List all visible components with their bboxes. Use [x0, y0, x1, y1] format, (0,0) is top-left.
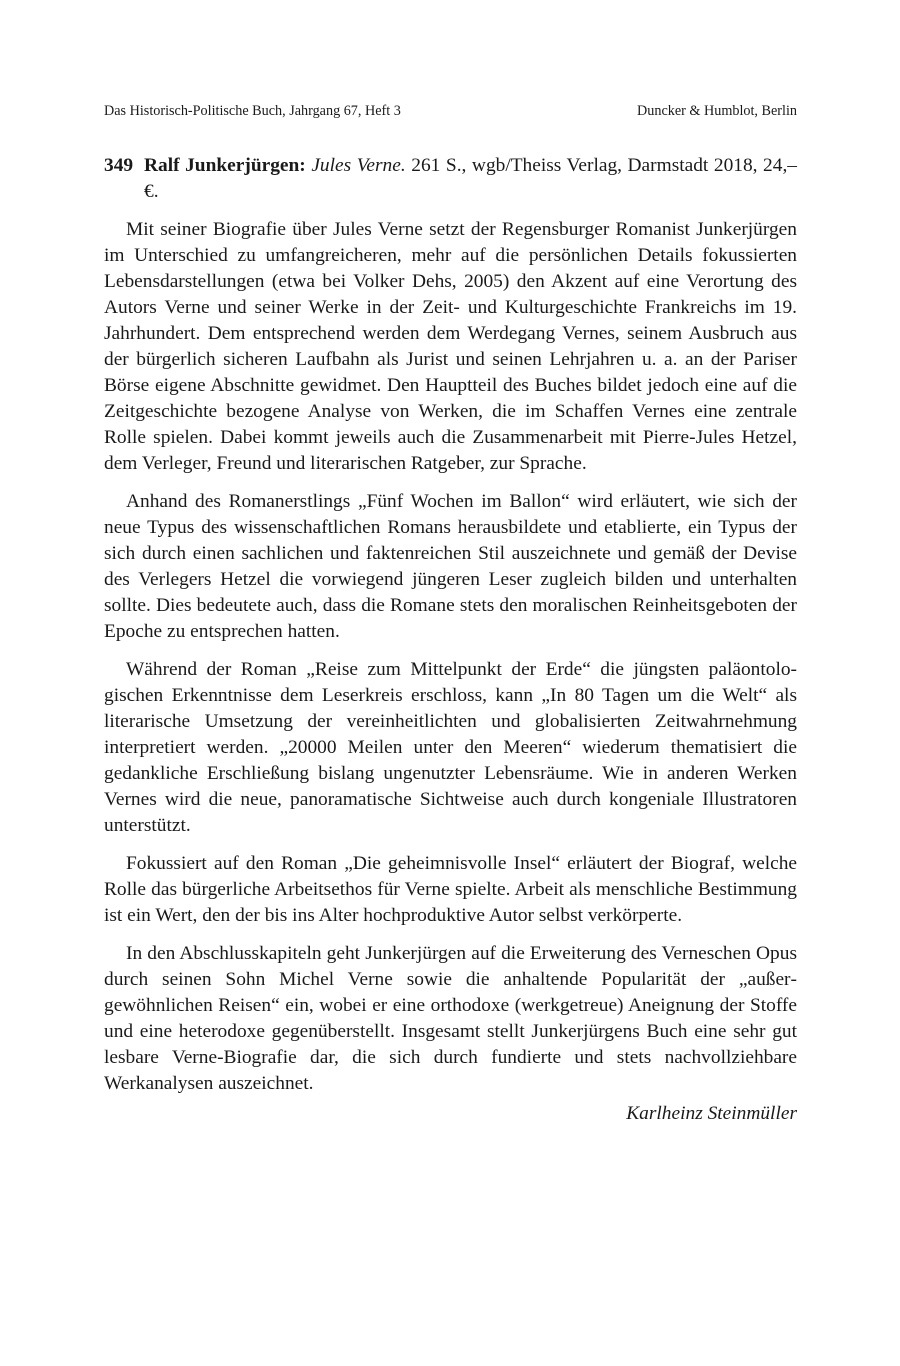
- journal-title: Das Historisch-Politische Buch, Jahrgang 67, Heft 3: [104, 103, 401, 119]
- entry-number: 349: [104, 155, 134, 176]
- review-paragraph-5: In den Abschlusskapiteln geht Junkerjürgen auf die Erweiterung des Verneschen Opus durch seinen Sohn Michel Verne sowie die anhaltende Popularität der „außergewöhnlichen Reisen“ ein, wobei er eine orthodoxe (werkgetreue) Aneignung der Stoffe und eine heterodoxe gegenüberstellt. Insgesamt stellt Junkerjürgens Buch eine sehr gut lesbare Verne-Biografie dar, die sich durch fundierte und stets nachvollziehbare Werkanalysen auszeichnet.: [104, 943, 797, 1094]
- review-paragraph-2: Anhand des Romanerstlings „Fünf Wochen im Ballon“ wird erläutert, wie sich der neue Typus des wissenschaftlichen Romans herausbildete und etablierte, ein Typus der sich durch einen sachlichen und faktenreichen Stil auszeichnete und gemäß der Devise des Verlegers Hetzel die vorwiegend jüngeren Leser zugleich bilden und unterhalten sollte. Dies bedeutete auch, dass die Romane stets den moralischen Reinheitsgeboten der Epoche zu entsprechen hatten.: [104, 491, 797, 642]
- running-head: [104, 102, 797, 120]
- reviewer-signature: Karlheinz Steinmüller: [626, 1103, 797, 1124]
- review-content: [104, 153, 797, 1127]
- publisher-name: Duncker & Humblot, Berlin: [637, 103, 797, 119]
- entry-publication-details: 261 S., wgb/Theiss Verlag, Darmstadt 2018, 24,– €.: [144, 155, 797, 202]
- entry-author: Ralf Junkerjürgen:: [144, 155, 306, 176]
- entry-book-title: Jules Verne.: [311, 155, 406, 176]
- review-paragraph-4: Fokussiert auf den Roman „Die geheimnisvolle Insel“ erläutert der Biograf, welche Rolle das bürgerliche Arbeitsethos für Verne spielte. Arbeit als menschliche Bestimmung ist ein Wert, den der bis ins Alter hochproduktive Autor selbst verkörperte.: [104, 853, 797, 926]
- review-paragraph-1: Mit seiner Biografie über Jules Verne setzt der Regensburger Romanist Junkerjürgen im Unterschied zu umfangreicheren, mehr auf die persönlichen Details fokussierten Lebensdarstellungen (etwa bei Volker Dehs, 2005) den Akzent auf eine Verortung des Autors Verne und seiner Werke in der Zeit- und Kulturgeschichte Frankreichs im 19. Jahrhundert. Dem entsprechend werden dem Werdegang Vernes, seinem Ausbruch aus der bürgerlich sicheren Laufbahn als Jurist und seinen Lehrjahren u. a. an der Pariser Börse eigene Abschnitte gewidmet. Den Hauptteil des Buches bildet jedoch eine auf die Zeitgeschichte bezogene Analyse von Werken, die im Schaffen Vernes eine zentrale Rolle spielen. Dabei kommt jeweils auch die Zusammenarbeit mit Pierre-Jules Hetzel, dem Verleger, Freund und literarischen Ratgeber, zur Sprache.: [104, 219, 797, 474]
- entry-heading: [104, 153, 797, 205]
- review-paragraph-3: Während der Roman „Reise zum Mittelpunkt der Erde“ die jüngsten paläontologischen Erkenntnisse dem Leserkreis erschloss, kann „In 80 Tagen um die Welt“ als literarische Umsetzung der vereinheitlichten und globalisierten Zeitwahrnehmung interpretiert werden. „20000 Meilen unter den Meeren“ wiederum thematisiert die gedankliche Erschließung bislang ungenutzter Lebensräume. Wie in anderen Werken Vernes wird die neue, panoramatische Sichtweise auch durch kongeniale Illustratoren unterstützt.: [104, 659, 797, 836]
